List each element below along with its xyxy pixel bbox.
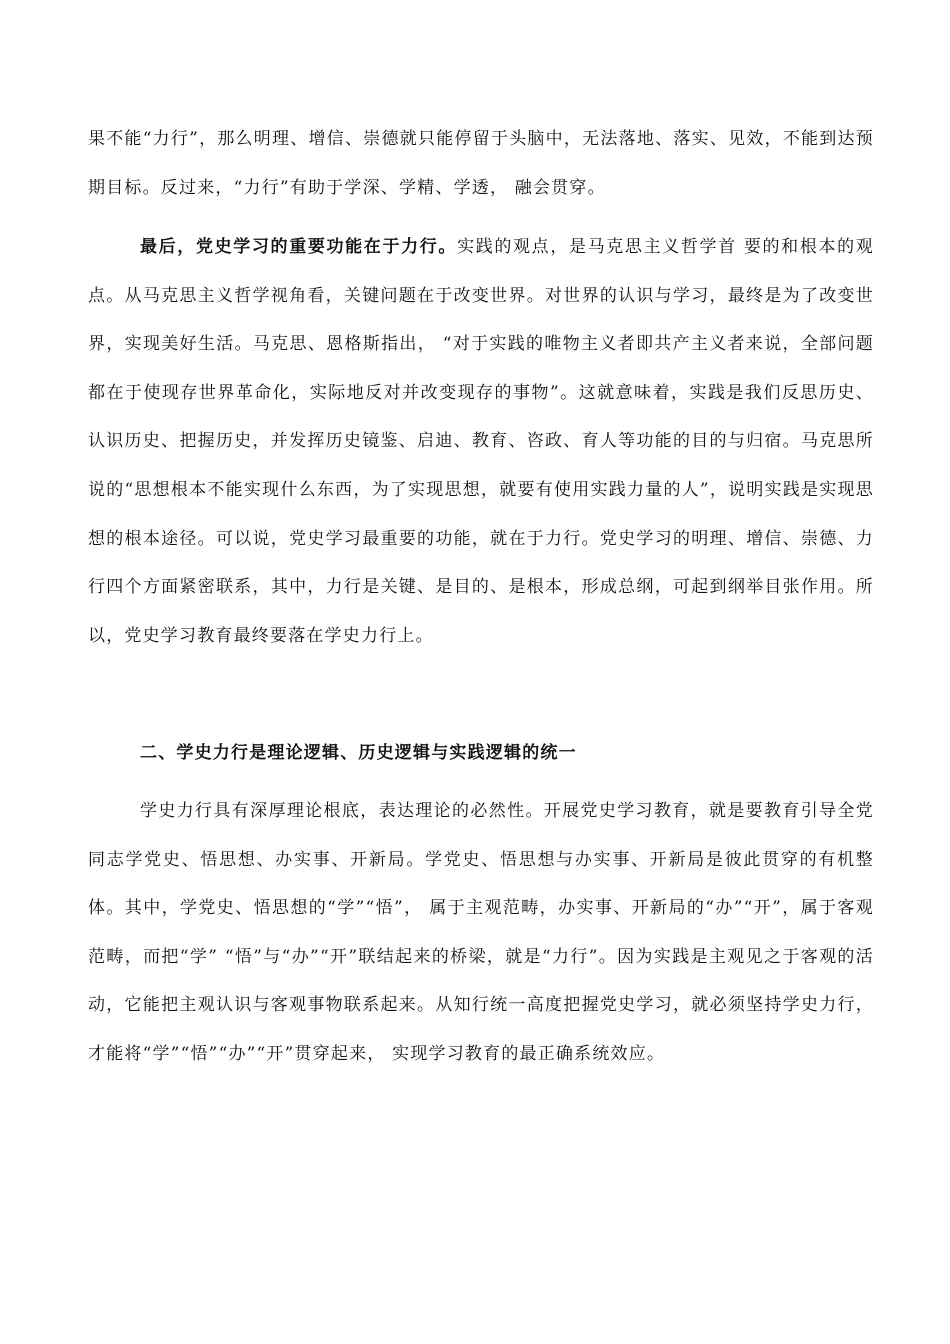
paragraph-practice-function [88, 223, 874, 660]
section-heading: 二、学史力行是理论逻辑、历史逻辑与实践逻辑的统一 [140, 743, 577, 763]
paragraph-theory-logic: 学史力行具有深厚理论根底，表达理论的必然性。开展党史学习教育，就是要教育引导全党同志学党史、悟思想、办实事、开新局。学党史、悟思想与办实事、开新局是彼此贯穿的有机整体。其中，学党史、悟思想的“学”“悟”， 属于主观范畴，办实事、开新局的“办”“开”，属于客观范畴，而把“学” “悟”与“办”“开”联结起来的桥梁，就是“力行”。因为实践是主观见之于客观的活动，它能把主观认识与客观事物联系起来。从知行统一高度把握党史学习，就必须坚持学史力行，才能将“学”“悟”“办”“开”贯穿起来， 实现学习教育的最正确系统效应。 [88, 801, 874, 1064]
paragraph-body: 实践的观点，是马克思主义哲学首 要的和根本的观点。从马克思主义哲学视角看，关键问题在于改变世界。对世界的认识与学习，最终是为了改变世界，实现美好生活。马克思、恩格斯指出， “对于实践的唯物主义者即共产主义者来说，全部问题都在于使现存世界革命化，实际地反对并改变现存的事物”。这就意味着，实践是我们反思历史、认识历史、把握历史，并发挥历史镜鉴、启迪、教育、咨政、育人等功能的目的与归宿。马克思所说的“思想根本不能实现什么东西，为了实现思想，就要有使用实践力量的人”，说明实践是实现思想的根本途径。可以说，党史学习最重要的功能，就在于力行。党史学习的明理、增信、崇德、力行四个方面紧密联系，其中，力行是关键、是目的、是根本，形成总纲，可起到纲举目张作用。所以，党史学习教育最终要落在学史力行上。 [88, 237, 874, 646]
paragraph-continuation: 果不能“力行”，那么明理、增信、崇德就只能停留于头脑中，无法落地、落实、见效，不能到达预期目标。反过来，“力行”有助于学深、学精、学透， 融会贯穿。 [88, 129, 874, 198]
paragraph-lead-sentence: 最后，党史学习的重要功能在于力行。 [140, 237, 458, 257]
